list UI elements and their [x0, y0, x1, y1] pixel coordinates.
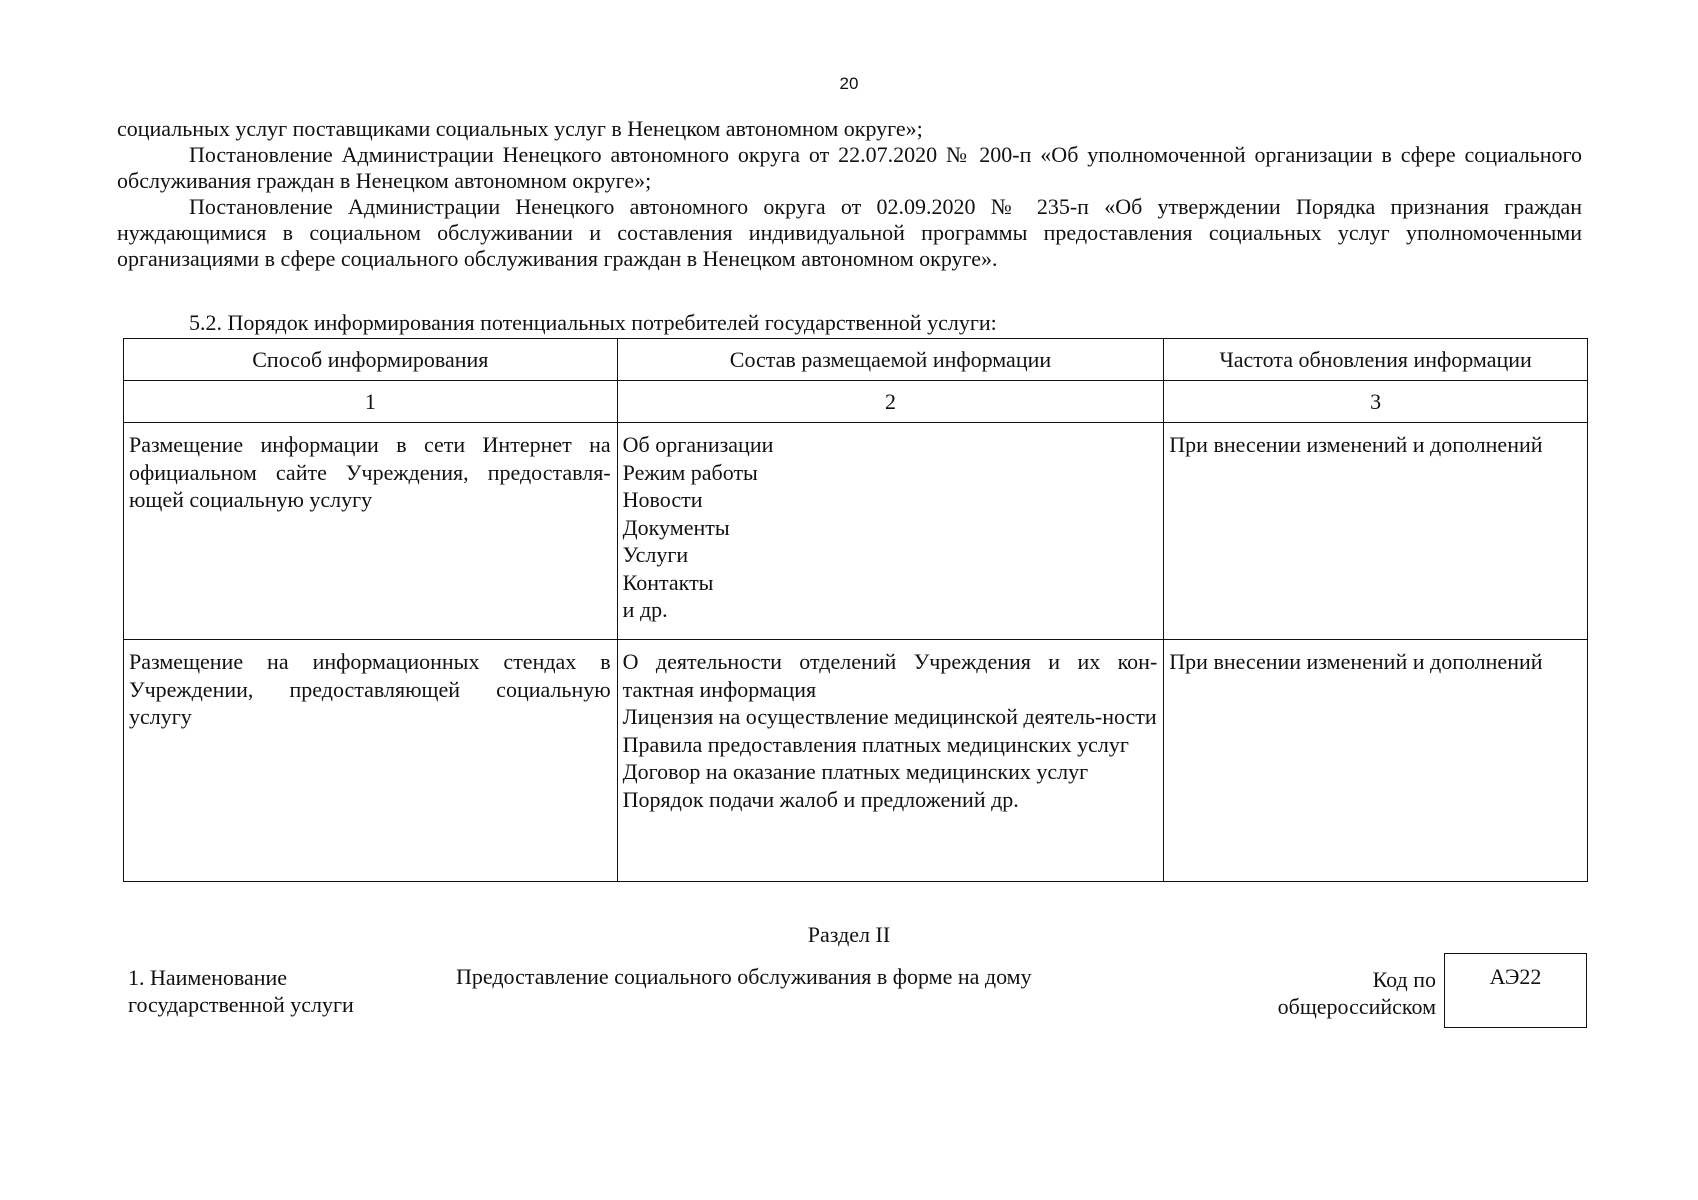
code-value-box [1444, 953, 1587, 1028]
frequency-cell: При внесении изменений и дополнений [1164, 640, 1588, 882]
column-header-content: Состав размещаемой информации [617, 339, 1164, 381]
table-row [124, 640, 1588, 882]
service-name-value: Предоставление социального обслуживания в форме на дому [456, 964, 1032, 989]
content-item: Новости [622, 487, 703, 512]
table-row [124, 423, 1588, 640]
section-5-2-heading: 5.2. Порядок информирования потенциальных потребителей государственной услуги: [189, 310, 997, 335]
content-item: Об организации [622, 432, 774, 457]
column-number-2: 2 [617, 381, 1164, 423]
content-cell [617, 423, 1164, 640]
method-cell: Размещение информации в сети Интернет на официальном сайте Учреждения, предоставля-ющей социальную услугу [124, 423, 618, 640]
code-value: АЭ22 [1489, 964, 1542, 989]
intro-paragraph-2: Постановление Администрации Ненецкого автономного округа от 22.07.2020 № 200-п «Об уполномоченной организации в сфере социального обслуживания граждан в Ненецком автономном округе»; [117, 142, 1582, 193]
content-item: Режим работы [622, 459, 758, 485]
method-cell: Размещение на информационных стендах в Учреждении, предоставляющей социальную услугу [124, 640, 618, 882]
content-item: О деятельности отделений Учреждения и их кон-тактная информация [622, 649, 1158, 702]
column-header-frequency: Частота обновления информации [1164, 339, 1588, 381]
content-item: Документы [622, 514, 730, 540]
column-number-1: 1 [124, 381, 618, 423]
column-number-row [124, 381, 1588, 423]
column-number-3: 3 [1164, 381, 1588, 423]
content-item: Лицензия на осуществление медицинской деятель-ности [622, 704, 1157, 729]
code-label [1244, 966, 1436, 1020]
content-item: Правила предоставления платных медицинских услуг [622, 731, 1129, 757]
code-label-line-1: Код по [1372, 967, 1436, 992]
content-item: Контакты [622, 569, 714, 595]
page-number: 20 [839, 74, 859, 93]
table-header-row [124, 339, 1588, 381]
informing-table [123, 338, 1588, 882]
content-item: Договор на оказание платных медицинских услуг [622, 759, 1089, 784]
column-header-method: Способ информирования [124, 339, 618, 381]
intro-paragraph-1: социальных услуг поставщиками социальных услуг в Ненецком автономном округе»; [117, 116, 923, 141]
intro-paragraph-3: Постановление Администрации Ненецкого автономного округа от 02.09.2020 № 235-п «Об утверждении Порядка признания граждан нуждающимися в социальном обслуживании и составления индивидуальной программы предоставления социальных услуг уполномоченными организациями в сфере социального обслуживания граждан в Ненецком автономном округе». [117, 194, 1582, 271]
service-name-label [128, 964, 354, 1018]
content-item: Услуги [622, 542, 689, 567]
code-label-line-2: общероссийском [1277, 994, 1436, 1019]
service-name-label-line-1: 1. Наименование [128, 965, 288, 990]
service-name-label-line-2: государственной услуги [128, 992, 354, 1017]
frequency-cell: При внесении изменений и дополнений [1164, 423, 1588, 640]
content-item: и др. [622, 597, 668, 622]
content-item: Порядок подачи жалоб и предложений др. [622, 786, 1019, 812]
section-2-title: Раздел II [807, 922, 891, 947]
intro-text [117, 116, 1582, 272]
content-cell [617, 640, 1164, 882]
